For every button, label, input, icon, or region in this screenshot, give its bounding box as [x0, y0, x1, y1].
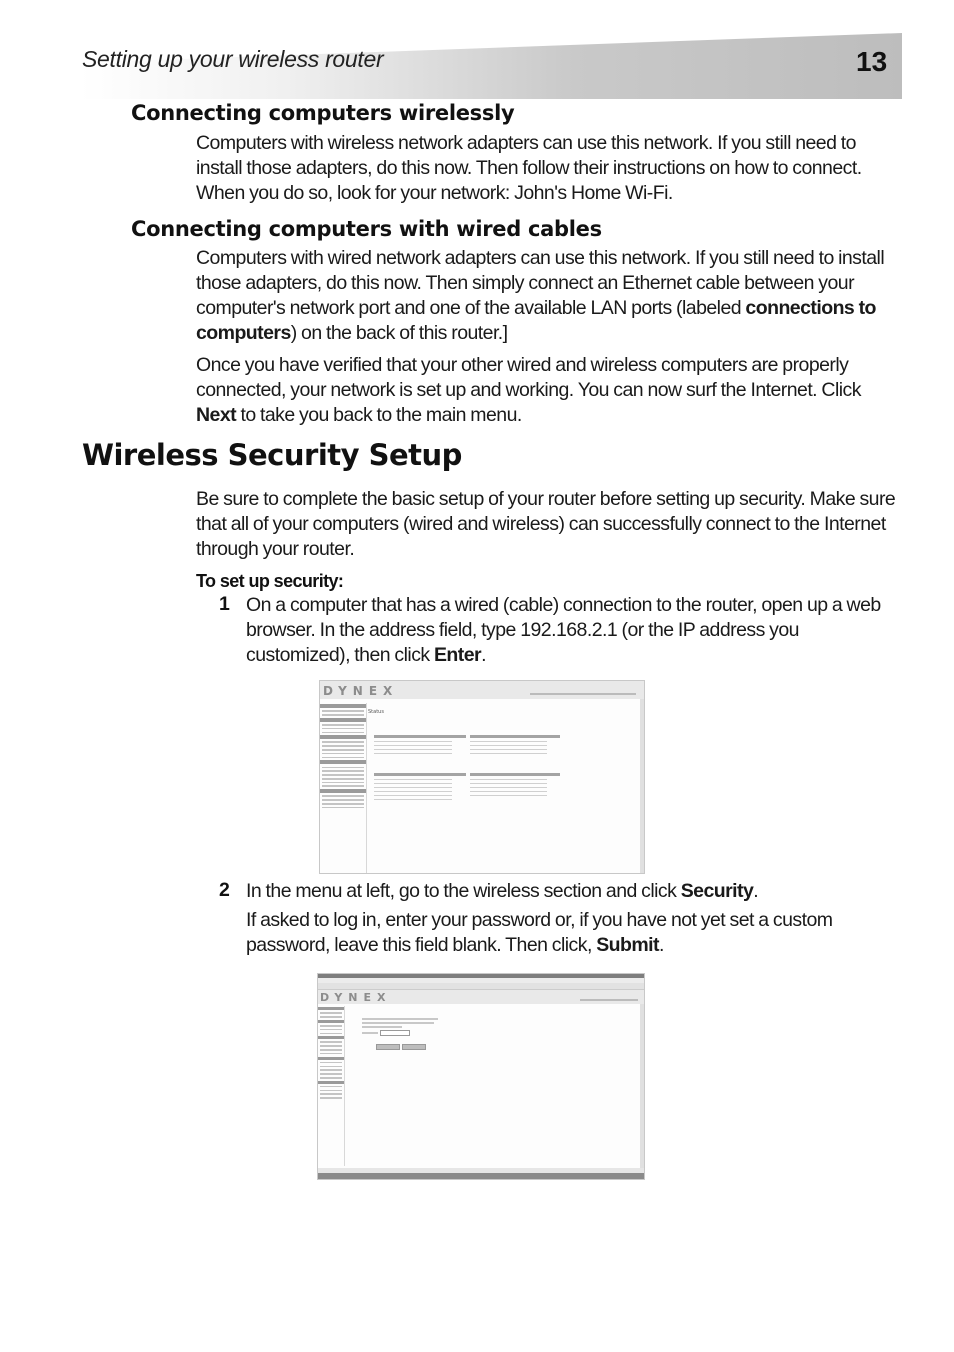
step-1-end: . — [481, 644, 486, 666]
features-panel — [470, 773, 560, 799]
step-2-text — [246, 879, 896, 904]
browser-address-bar — [318, 983, 644, 990]
wired-p2-text: Once you have verified that your other wired and wireless computers are properly connected, your network is set up and working. You can now surf the Internet. Click — [196, 354, 861, 401]
security-label: Security — [680, 880, 754, 902]
scrollbar — [640, 1004, 644, 1168]
login-instructions-line — [362, 1018, 438, 1020]
step-2-end: . — [753, 880, 759, 902]
next-label: Next — [196, 404, 237, 426]
password-label — [362, 1032, 378, 1034]
step-2-number: 2 — [219, 879, 230, 901]
submit-label: Submit — [596, 934, 659, 956]
nav-links — [530, 693, 636, 695]
step-2-body: In the menu at left, go to the wireless section and click — [246, 880, 681, 902]
running-title: Setting up your wireless router — [82, 46, 384, 72]
step-1-body: On a computer that has a wired (cable) connection to the router, open up a web browser. In the address field, type 192.168.2.1 (or the IP address you customized), then click — [246, 594, 881, 666]
dynex-logo: DYNEX — [320, 991, 392, 1004]
section-heading-wired: Connecting computers with wired cables — [131, 217, 602, 241]
section-heading-wireless: Connecting computers wirelessly — [131, 101, 515, 125]
left-nav-menu — [318, 1006, 345, 1166]
wired-paragraph-2 — [196, 353, 901, 428]
wired-p1-text-end: ) on the back of this router.] — [290, 322, 508, 344]
dynex-logo: DYNEX — [323, 684, 399, 698]
os-taskbar — [318, 1173, 644, 1179]
left-nav-menu — [320, 703, 367, 873]
security-intro: Be sure to complete the basic setup of your router before setting up security. Make sure that all of your computers (wired and wireless) can successfully connect to the Internet through your router. — [196, 488, 896, 560]
router-login-screenshot — [317, 973, 645, 1180]
wireless-paragraph: Computers with wireless network adapters can use this network. If you still need to install those adapters, do this now. Then follow their instructions on how to connect. When you do so, look for your network: John's Home Wi-Fi. — [196, 132, 862, 204]
step-2-subtext — [246, 908, 896, 958]
login-instructions-line — [362, 1022, 434, 1024]
nav-links — [580, 999, 638, 1001]
password-field — [380, 1030, 410, 1036]
wired-p1-text: Computers with wired network adapters can use this network. If you still need to install those adapters, do this now. Then simply connect an Ethernet cable between your computer's network port and one of the available LAN ports (labeled — [196, 247, 885, 319]
login-instructions-line — [362, 1026, 402, 1028]
router-status-screenshot — [319, 680, 645, 874]
enter-label: Enter — [433, 644, 482, 666]
step-2-sub-body: If asked to log in, enter your password or, if you have not yet set a custom password, leave this field blank. Then click, — [246, 909, 833, 956]
wired-p2-text-end: to take you back to the main menu. — [236, 404, 522, 426]
submit-button — [376, 1044, 400, 1050]
connections-to-computers-label: connections to computers — [196, 297, 876, 344]
step-2-sub-end: . — [658, 934, 664, 956]
page-heading-security: Wireless Security Setup — [82, 438, 462, 472]
step-1-text — [246, 593, 896, 668]
scrollbar — [640, 699, 644, 873]
wired-paragraph-1 — [196, 246, 901, 346]
procedure-title: To set up security: — [196, 571, 344, 591]
internet-settings-panel — [374, 773, 466, 803]
clear-button — [402, 1044, 426, 1050]
version-info-panel — [374, 735, 466, 757]
step-1-number: 1 — [219, 593, 230, 615]
page-number: 13 — [856, 46, 888, 77]
status-title: Status — [368, 709, 384, 715]
lan-settings-panel — [470, 735, 560, 757]
